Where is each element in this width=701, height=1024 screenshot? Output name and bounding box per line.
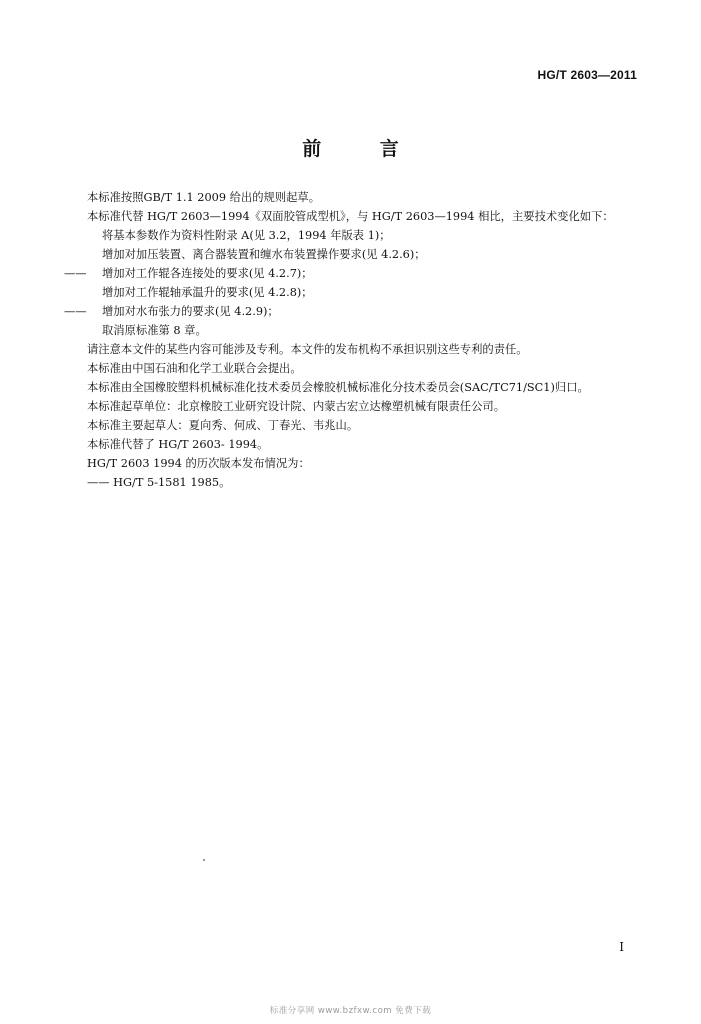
paragraph-patent-notice: 请注意本文件的某些内容可能涉及专利。本文件的发布机构不承担识别这些专利的责任。 <box>87 343 528 356</box>
foreword-body <box>64 188 639 492</box>
list-dash: —— <box>64 305 87 318</box>
changes-list <box>64 226 639 340</box>
paragraph-committee: 本标准由全国橡胶塑料机械标准化技术委员会橡胶机械标准化分技术委员会(SAC/TC71/SC1)归口。 <box>87 381 589 394</box>
paragraph-history-intro: HG/T 2603 1994 的历次版本发布情况为： <box>87 457 310 470</box>
list-item: 增加对工作辊轴承温升的要求(见 4.2.8)； <box>102 286 313 299</box>
standard-code: HG/T 2603—2011 <box>537 68 637 82</box>
scan-speck <box>203 859 205 861</box>
list-item: —— 增加对工作辊各连接处的要求(见 4.2.7)； <box>64 264 639 283</box>
page-number: I <box>619 940 624 954</box>
paragraph-drafting-rules: 本标准按照GB/T 1.1 2009 给出的规则起草。 <box>87 191 321 204</box>
paragraph-drafting-units: 本标准起草单位：北京橡胶工业研究设计院、内蒙古宏立达橡塑机械有限责任公司。 <box>87 400 505 413</box>
paragraph-drafters: 本标准主要起草人：夏向秀、何成、丁春光、韦兆山。 <box>87 419 359 432</box>
list-item: 增加对加压装置、离合器装置和缠水布装置操作要求(见 4.2.6)； <box>102 248 426 261</box>
list-item: 取消原标准第 8 章。 <box>102 324 207 337</box>
paragraph-supersedes: 本标准代替了 HG/T 2603- 1994。 <box>87 438 269 451</box>
list-item: —— 增加对水布张力的要求(见 4.2.9)； <box>64 302 639 321</box>
page-title: 前 言 <box>302 138 425 160</box>
paragraph-proposer: 本标准由中国石油和化学工业联合会提出。 <box>87 362 302 375</box>
paragraph-history-item: —— HG/T 5-1581 1985。 <box>87 476 231 489</box>
list-item: 将基本参数作为资料性附录 A(见 3.2，1994 年版表 1)； <box>102 229 391 242</box>
paragraph-replacement: 本标准代替 HG/T 2603—1994《双面胶管成型机》，与 HG/T 2603—1994 相比，主要技术变化如下： <box>87 210 614 223</box>
footer-watermark: 标准分享网 www.bzfxw.com 免费下载 <box>269 1006 432 1016</box>
list-dash: —— <box>64 267 87 280</box>
